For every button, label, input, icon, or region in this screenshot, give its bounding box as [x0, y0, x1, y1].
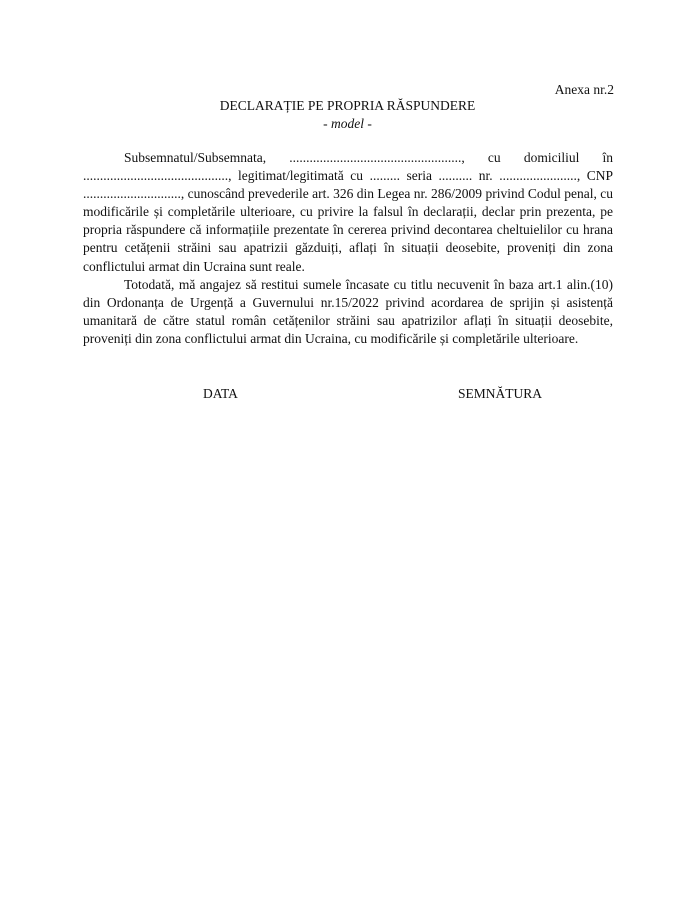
signature-label: SEMNĂTURA: [458, 386, 543, 401]
document-subtitle: - model -: [323, 116, 372, 131]
document-title: DECLARAȚIE PE PROPRIA RĂSPUNDERE: [219, 98, 476, 113]
annex-label: Anexa nr.2: [554, 82, 614, 97]
declaration-body: [83, 149, 613, 348]
declaration-paragraph-1: Subsemnatul/Subsemnata, ..................................................., cu domiciliul în ..........................................., legitimat/legitimată cu ......... seria .......... nr. ......................., CNP ............................., cunoscând prevederile art. 326 din Legea nr. 286/2009 privind Codul penal, cu modificările și completările ulterioare, cu privire la falsul în declarații, declar prin prezenta, pe propria răspundere că informațiile prezentate în cererea privind decontarea cheltuielilor cu hrana pentru cetățenii străini sau apatrizii găzduiți, aflați în situații deosebite, proveniți din zona conflictului armat din Ucraina sunt reale.: [83, 150, 613, 274]
declaration-paragraph-2: Totodată, mă angajez să restitui sumele încasate cu titlu necuvenit în baza art.1 alin.(10) din Ordonanța de Urgență a Guvernului nr.15/2022 privind acordarea de sprijin și asistență umanitară de către statul român cetățenilor străini sau apatrizilor aflați în situații deosebite, proveniți din zona conflictului armat din Ucraina, cu modificările și completările ulterioare.: [83, 276, 613, 346]
date-label: DATA: [203, 386, 238, 401]
